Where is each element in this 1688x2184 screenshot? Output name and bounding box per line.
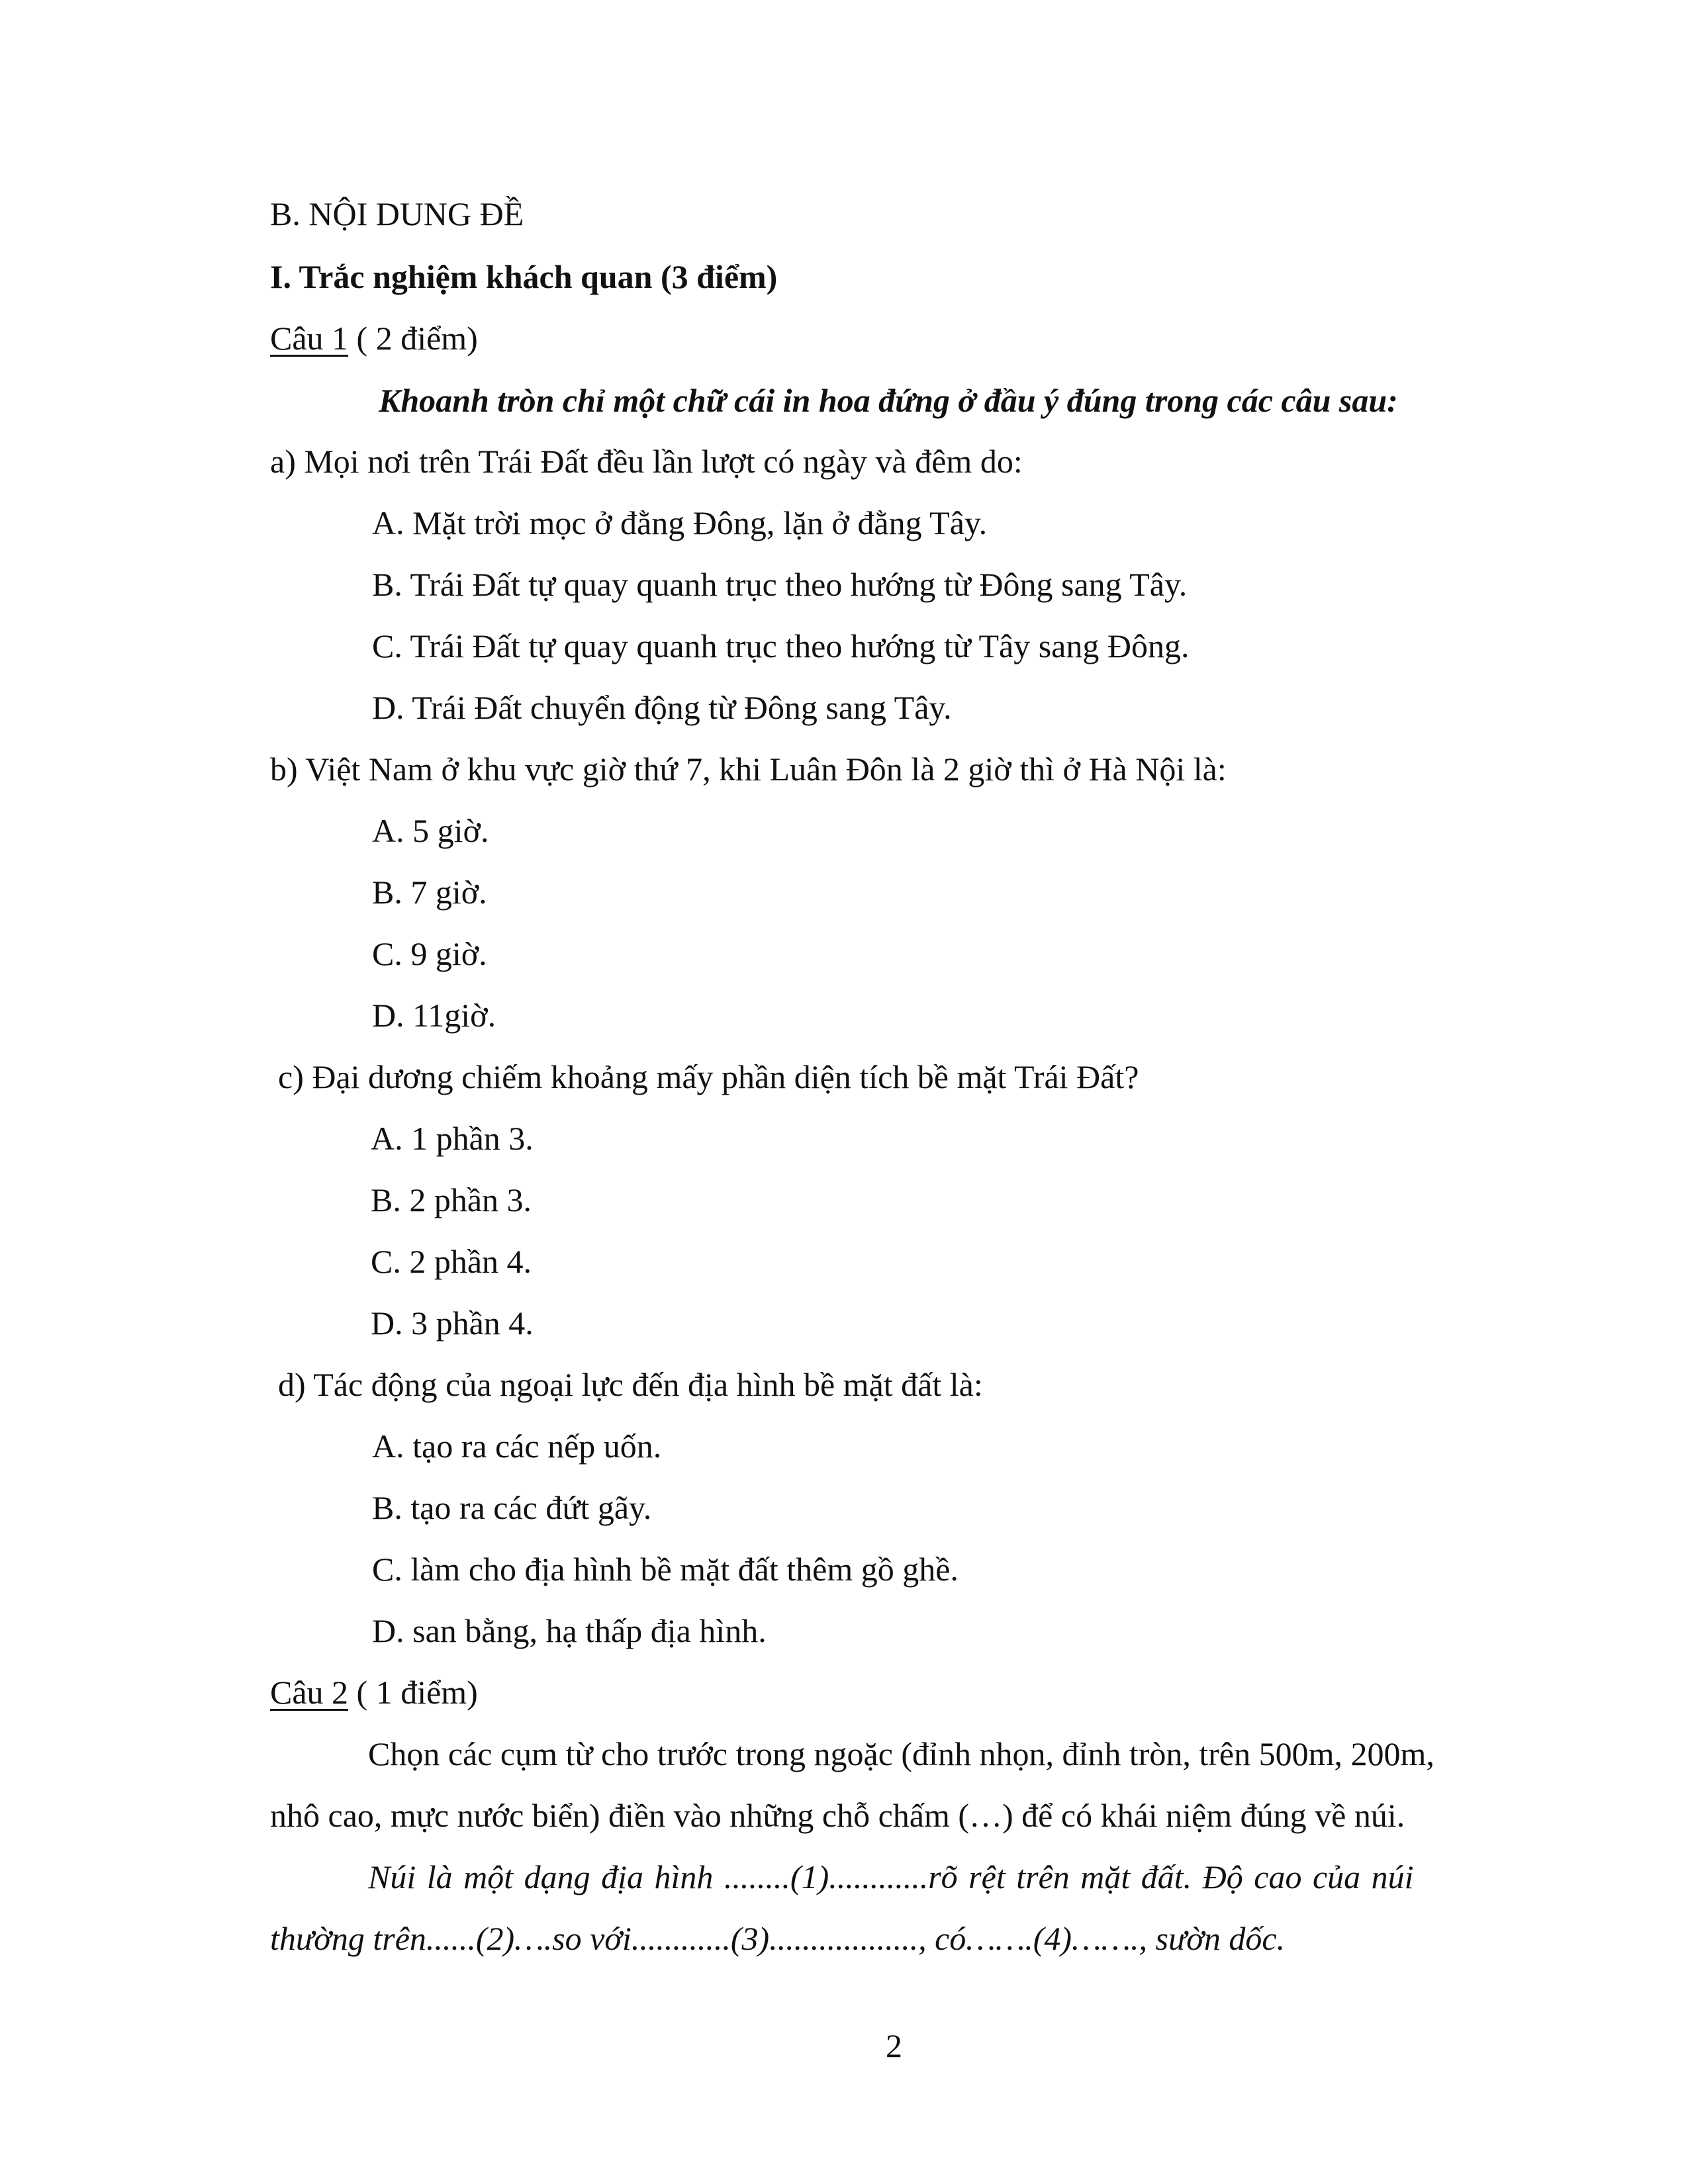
q1a-option-b: B. Trái Đất tự quay quanh trục theo hướng từ Đông sang Tây. <box>372 566 1188 603</box>
q1b-option-a: A. 5 giờ. <box>372 812 489 849</box>
q1c-option-a: A. 1 phần 3. <box>371 1120 534 1157</box>
q1c-option-c: C. 2 phần 4. <box>371 1243 532 1280</box>
q1a-stem: a) Mọi nơi trên Trái Đất đều lần lượt có ngày và đêm do: <box>270 443 1023 480</box>
q2-points: ( 1 điểm) <box>348 1674 478 1711</box>
part1-heading: I. Trắc nghiệm khách quan (3 điểm) <box>270 258 778 295</box>
q1d-stem: d) Tác động của ngoại lực đến địa hình bề mặt đất là: <box>278 1366 983 1403</box>
q2-statement-line1: Núi là một dạng địa hình ........(1)............rõ rệt trên mặt đất. Độ cao của núi <box>368 1858 1414 1895</box>
q1-instruction: Khoanh tròn chỉ một chữ cái in hoa đứng ở đầu ý đúng trong các câu sau: <box>379 382 1398 419</box>
q1-label: Câu 1 <box>270 320 349 357</box>
q1c-stem: c) Đại dương chiếm khoảng mấy phần diện tích bề mặt Trái Đất? <box>278 1058 1139 1095</box>
q1d-option-b: B. tạo ra các đứt gãy. <box>372 1489 652 1526</box>
q1d-option-a: A. tạo ra các nếp uốn. <box>372 1428 662 1465</box>
q1c-option-d: D. 3 phần 4. <box>371 1304 534 1342</box>
q1d-option-c: C. làm cho địa hình bề mặt đất thêm gồ ghề. <box>372 1551 959 1588</box>
q2-instruction-line1: Chọn các cụm từ cho trước trong ngoặc (đỉnh nhọn, đỉnh tròn, trên 500m, 200m, <box>368 1735 1434 1772</box>
q1d-option-d: D. san bằng, hạ thấp địa hình. <box>372 1612 767 1649</box>
q1a-option-d: D. Trái Đất chuyển động từ Đông sang Tây. <box>372 689 952 726</box>
q2-statement-line2: thường trên......(2)….so với............(3).................., có…….(4)……., sườn dốc. <box>270 1920 1286 1957</box>
page-number: 2 <box>886 2027 902 2064</box>
q1b-option-c: C. 9 giờ. <box>372 935 487 972</box>
q2-instruction-line2: nhô cao, mực nước biển) điền vào những chỗ chấm (…) để có khái niệm đúng về núi. <box>270 1797 1405 1834</box>
q2-heading <box>270 1676 478 1709</box>
q1a-option-a: A. Mặt trời mọc ở đằng Đông, lặn ở đằng Tây. <box>372 504 988 541</box>
q2-label: Câu 2 <box>270 1674 349 1711</box>
section-heading: B. NỘI DUNG ĐỀ <box>270 195 524 232</box>
q1-points: ( 2 điểm) <box>348 320 478 357</box>
q1b-option-b: B. 7 giờ. <box>372 874 487 911</box>
q1b-stem: b) Việt Nam ở khu vực giờ thứ 7, khi Luân Đôn là 2 giờ thì ở Hà Nội là: <box>270 751 1227 788</box>
q1c-option-b: B. 2 phần 3. <box>371 1181 532 1218</box>
q1a-option-c: C. Trái Đất tự quay quanh trục theo hướng từ Tây sang Đông. <box>372 627 1190 664</box>
q1b-option-d: D. 11giờ. <box>372 997 496 1034</box>
q1-heading <box>270 322 478 355</box>
